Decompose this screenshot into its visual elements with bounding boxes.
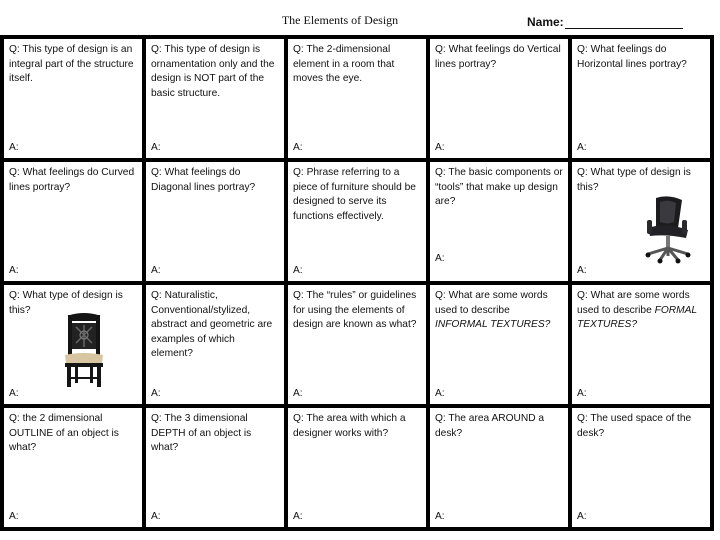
question-text: Q: Naturalistic, Conventional/stylized, abstract and geometric are examples of which element? (151, 290, 273, 359)
question-cell (4, 408, 142, 527)
answer-label[interactable]: A: (9, 511, 19, 522)
question-cell (288, 408, 426, 527)
answer-label[interactable]: A: (435, 388, 445, 399)
answer-label[interactable]: A: (9, 142, 19, 153)
answer-label[interactable]: A: (151, 388, 161, 399)
question-text: Q: The area AROUND a desk? (435, 413, 545, 439)
answer-label[interactable]: A: (9, 265, 19, 276)
name-label: Name: (527, 15, 564, 29)
answer-label[interactable]: A: (577, 388, 587, 399)
name-blank-line[interactable] (565, 17, 683, 29)
question-text: Q: What are some words used to describe INFORMAL TEXTURES? (435, 290, 551, 330)
question-text: Q: The area with which a designer works with? (293, 413, 406, 439)
question-cell (572, 408, 710, 527)
question-text: Q: The used space of the desk? (577, 413, 692, 439)
answer-label[interactable]: A: (293, 388, 303, 399)
question-text: Q: What feelings do Curved lines portray? (9, 167, 135, 193)
answer-label[interactable]: A: (9, 388, 19, 399)
answer-label[interactable]: A: (435, 142, 445, 153)
answer-label[interactable]: A: (577, 511, 587, 522)
question-text: Q: The “rules” or guidelines for using the elements of design are known as what? (293, 290, 417, 330)
question-text: Q: What feelings do Horizontal lines portray? (577, 44, 687, 70)
answer-label[interactable]: A: (151, 265, 161, 276)
answer-label[interactable]: A: (293, 511, 303, 522)
question-text: Q: The 2-dimensional element in a room that moves the eye. (293, 44, 395, 84)
answer-label[interactable]: A: (293, 265, 303, 276)
question-cell (430, 162, 568, 281)
question-cell (572, 285, 710, 404)
question-text: Q: The 3 dimensional DEPTH of an object is what? (151, 413, 252, 453)
name-field[interactable] (527, 15, 683, 29)
question-cell (430, 39, 568, 158)
question-cell (288, 39, 426, 158)
question-cell (572, 39, 710, 158)
question-text: Q: This type of design is ornamentation only and the design is NOT part of the basic structure. (151, 44, 275, 99)
question-cell (4, 285, 142, 404)
page-title: The Elements of Design (281, 13, 399, 27)
question-cell (288, 162, 426, 281)
question-text: Q: What are some words used to describe FORMAL TEXTURES? (577, 290, 697, 330)
question-cell (146, 285, 284, 404)
question-text: Q: This type of design is an integral part of the structure itself. (9, 44, 134, 84)
question-grid (0, 35, 714, 531)
question-cell (146, 162, 284, 281)
question-cell (4, 162, 142, 281)
question-cell (430, 285, 568, 404)
answer-label[interactable]: A: (151, 142, 161, 153)
answer-label[interactable]: A: (435, 253, 445, 264)
answer-label[interactable]: A: (151, 511, 161, 522)
office-chair-image (638, 194, 698, 264)
question-cell (572, 162, 710, 281)
question-text: Q: The basic components or “tools” that make up design are? (435, 167, 563, 207)
question-text: Q: What feelings do Diagonal lines portray? (151, 167, 256, 193)
question-cell (146, 39, 284, 158)
question-text: Q: What type of design is this? (577, 167, 691, 193)
answer-label[interactable]: A: (293, 142, 303, 153)
answer-label[interactable]: A: (577, 265, 587, 276)
question-cell (4, 39, 142, 158)
question-text: Q: What feelings do Vertical lines portray? (435, 44, 561, 70)
answer-label[interactable]: A: (577, 142, 587, 153)
question-cell (146, 408, 284, 527)
question-text: Q: What type of design is this? (9, 290, 123, 316)
question-cell (430, 408, 568, 527)
question-text: Q: Phrase referring to a piece of furniture should be designed to serve its functions effectively. (293, 167, 416, 222)
question-cell (288, 285, 426, 404)
answer-label[interactable]: A: (435, 511, 445, 522)
carved-dining-chair-image (62, 313, 106, 389)
question-text: Q: the 2 dimensional OUTLINE of an object is what? (9, 413, 119, 453)
